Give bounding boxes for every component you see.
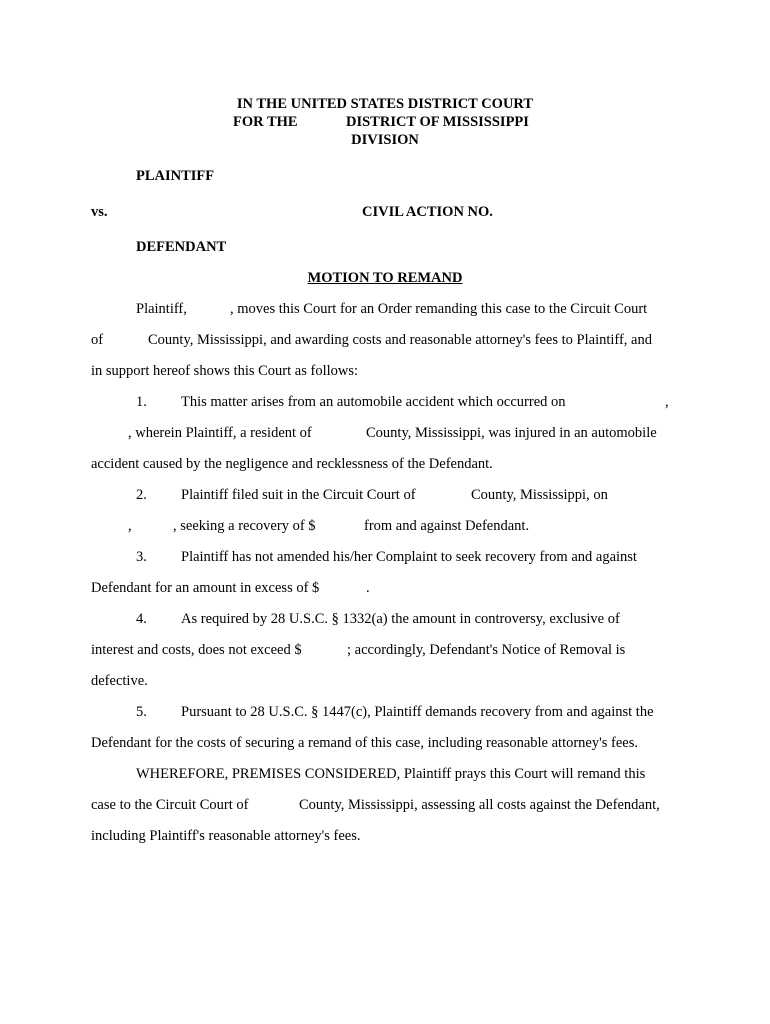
item2-line2-a: , (128, 518, 132, 534)
caption-plaintiff: PLAINTIFF (136, 168, 215, 184)
caption-defendant: DEFENDANT (136, 239, 227, 255)
court-heading-district: DISTRICT OF MISSISSIPPI (346, 114, 529, 130)
item1-line1-b: , (665, 394, 669, 410)
item-number: 3. (136, 549, 147, 565)
item3-line2-a: Defendant for an amount in excess of $ (91, 580, 320, 596)
item2-line1-a: Plaintiff filed suit in the Circuit Court of (181, 487, 416, 503)
item5-line2: Defendant for the costs of securing a remand of this case, including reasonable attorney's fees. (91, 735, 638, 751)
item4-line2-b: ; accordingly, Defendant's Notice of Removal is (347, 642, 626, 658)
item-number: 1. (136, 394, 147, 410)
item1-line2-b: County, Mississippi, was injured in an automobile (366, 425, 657, 441)
intro-line1-b: , moves this Court for an Order remanding this case to the Circuit Court (230, 301, 648, 317)
intro-line3: in support hereof shows this Court as follows: (91, 363, 359, 379)
item5-line1: Pursuant to 28 U.S.C. § 1447(c), Plaintiff demands recovery from and against the (181, 704, 654, 720)
wherefore-line3: including Plaintiff's reasonable attorney's fees. (91, 828, 361, 844)
court-heading-for-the: FOR THE (233, 114, 298, 130)
intro-line2-b: County, Mississippi, and awarding costs and reasonable attorney's fees to Plaintiff, and (148, 332, 652, 348)
item-number: 4. (136, 611, 147, 627)
court-heading-division: DIVISION (351, 132, 419, 148)
item4-line2-a: interest and costs, does not exceed $ (91, 642, 302, 658)
item2-line2-c: from and against Defendant. (364, 518, 530, 534)
caption-civil-action: CIVIL ACTION NO. (362, 204, 493, 220)
item3-line2-b: . (366, 580, 370, 596)
item2-line1-b: County, Mississippi, on (471, 487, 608, 503)
item1-line1-a: This matter arises from an automobile accident which occurred on (181, 394, 566, 410)
court-heading-line1: IN THE UNITED STATES DISTRICT COURT (236, 96, 534, 112)
item2-line2-b: , seeking a recovery of $ (173, 518, 316, 534)
item1-line2-a: , wherein Plaintiff, a resident of (128, 425, 312, 441)
caption-vs: vs. (91, 204, 108, 220)
item3-line1: Plaintiff has not amended his/her Complaint to seek recovery from and against (181, 549, 637, 565)
item-number: 2. (136, 487, 147, 503)
wherefore-line2-b: County, Mississippi, assessing all costs against the Defendant, (299, 797, 660, 813)
motion-title: MOTION TO REMAND (307, 270, 463, 286)
intro-line2-a: of (91, 332, 104, 348)
item4-line3: defective. (91, 673, 148, 689)
item4-line1: As required by 28 U.S.C. § 1332(a) the amount in controversy, exclusive of (181, 611, 620, 627)
wherefore-line1: WHEREFORE, PREMISES CONSIDERED, Plaintiff prays this Court will remand this (136, 766, 646, 782)
item1-line3: accident caused by the negligence and recklessness of the Defendant. (91, 456, 493, 472)
item-number: 5. (136, 704, 147, 720)
wherefore-line2-a: case to the Circuit Court of (91, 797, 249, 813)
intro-line1-a: Plaintiff, (136, 301, 187, 317)
